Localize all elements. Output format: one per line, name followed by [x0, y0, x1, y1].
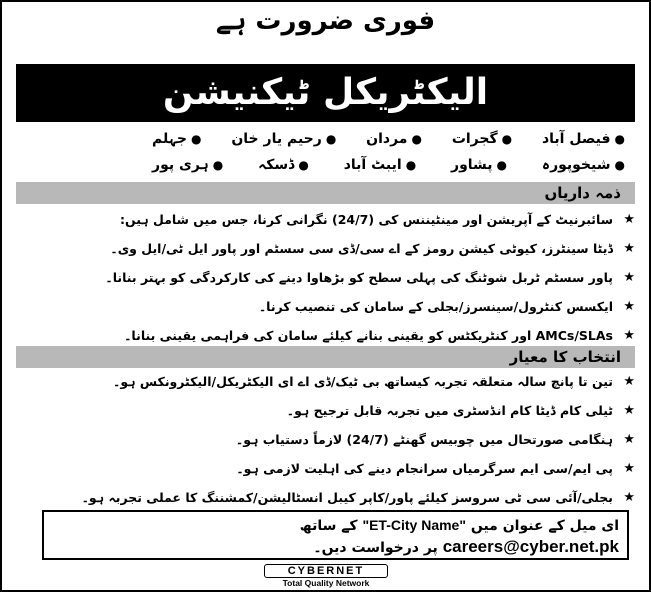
criteria-list — [16, 368, 635, 513]
responsibilities-title: ذمہ داریاں — [544, 184, 621, 202]
city-list — [152, 126, 625, 180]
apply-instructions — [42, 510, 629, 560]
list-item: ★ AMCs/SLAs اور کنٹریکٹس کو یقینی بنانے کیلئے سامان کی فراہمی یقینی بنانا۔ — [124, 328, 635, 343]
city-item: ●پشاور — [451, 157, 508, 173]
bullet-icon: ● — [496, 158, 508, 172]
star-bullet-icon: ★ — [623, 328, 635, 343]
list-item: ★ پاور سسٹم ٹربل شوٹنگ کی پہلی سطح کو بڑھاوا دینے کی کارکردگی کو بہتر بنانا۔ — [105, 270, 635, 285]
star-bullet-icon: ★ — [623, 490, 635, 505]
city-item: ●ڈسکہ — [258, 157, 309, 173]
careers-email-link[interactable]: careers@cyber.net.pk — [442, 537, 619, 556]
criteria-title: انتخاب کا معیار — [509, 348, 621, 366]
bullet-icon: ● — [325, 132, 337, 146]
star-bullet-icon: ★ — [623, 299, 635, 314]
logo-tagline: Total Quality Network — [282, 578, 370, 588]
city-item: ●ایبٹ آباد — [343, 157, 417, 173]
email-subject: "ET-City Name" — [362, 517, 466, 533]
bullet-icon: ● — [614, 158, 625, 172]
list-item: ★ سائبرنیٹ کے آپریشن اور مینٹیننس کی (24/7) نگرانی کرنا، جس میں شامل ہیں: — [120, 212, 635, 227]
bullet-icon: ● — [501, 132, 513, 146]
star-bullet-icon: ★ — [623, 374, 635, 389]
star-bullet-icon: ★ — [623, 403, 635, 418]
star-bullet-icon: ★ — [623, 461, 635, 476]
position-banner: الیکٹریکل ٹیکنیشن — [16, 64, 635, 122]
city-item: ●مردان — [366, 131, 422, 147]
city-row — [152, 126, 625, 152]
list-item: ★ ایکسس کنٹرول/سینسرز/بجلی کے سامان کی تنصیب کرنا۔ — [258, 299, 635, 314]
list-item: ★ تین تا پانچ سالہ متعلقہ تجربہ کیساتھ بی ٹیک/ڈی اے ای الیکٹریکل/الیکٹرونکس ہو۔ — [113, 374, 635, 389]
apply-subject-line: ای میل کے عنوان میں "ET-City Name" کے ساتھ — [299, 517, 619, 534]
list-item: ★ بجلی/آئی سی ٹی سروسز کیلئے پاور/کاپر کیبل انسٹالیشن/کمشننگ کا عملی تجربہ ہو۔ — [81, 490, 635, 505]
bullet-icon: ● — [212, 158, 224, 172]
city-item: ●فیصل آباد — [541, 131, 625, 147]
bullet-icon: ● — [411, 132, 422, 146]
star-bullet-icon: ★ — [623, 212, 635, 227]
bullet-icon: ● — [298, 158, 309, 172]
bullet-icon: ● — [405, 158, 417, 172]
criteria-section-bar — [16, 346, 635, 368]
city-item: ●شیخوپورہ — [541, 157, 625, 173]
responsibilities-list — [16, 206, 635, 351]
responsibilities-section-bar — [16, 182, 635, 204]
apply-email-line: careers@cyber.net.pk پر درخواست دیں۔ — [313, 537, 619, 556]
logo-name: CYBERNET — [264, 564, 388, 578]
city-item: ●گجرات — [451, 131, 513, 147]
list-item: ★ ہنگامی صورتحال میں چوبیس گھنٹے (24/7) لازماً دستیاب ہو۔ — [235, 432, 635, 447]
star-bullet-icon: ★ — [623, 432, 635, 447]
list-item: ★ پی ایم/سی ایم سرگرمیاں سرانجام دینے کی اہلیت لازمی ہو۔ — [236, 461, 635, 476]
list-item: ★ ٹیلی کام ڈیٹا کام انڈسٹری میں تجربہ قابل ترجیح ہو۔ — [286, 403, 635, 418]
bullet-icon: ● — [614, 132, 625, 146]
list-item: ★ ڈیٹا سینٹرز، کیوٹی کیشن رومز کے اے سی/ڈی سی سسٹم اور پاور ایل ٹی/ایل وی۔ — [110, 241, 635, 256]
urgent-heading: فوری ضرورت ہے — [215, 6, 436, 36]
city-item: ●جہلم — [152, 131, 202, 147]
city-item: ●رحیم یار خان — [231, 131, 337, 147]
star-bullet-icon: ★ — [623, 241, 635, 256]
cybernet-logo — [250, 564, 402, 590]
city-row — [152, 152, 625, 178]
bullet-icon: ● — [191, 132, 202, 146]
city-item: ●ہری پور — [152, 157, 224, 173]
star-bullet-icon: ★ — [623, 270, 635, 285]
